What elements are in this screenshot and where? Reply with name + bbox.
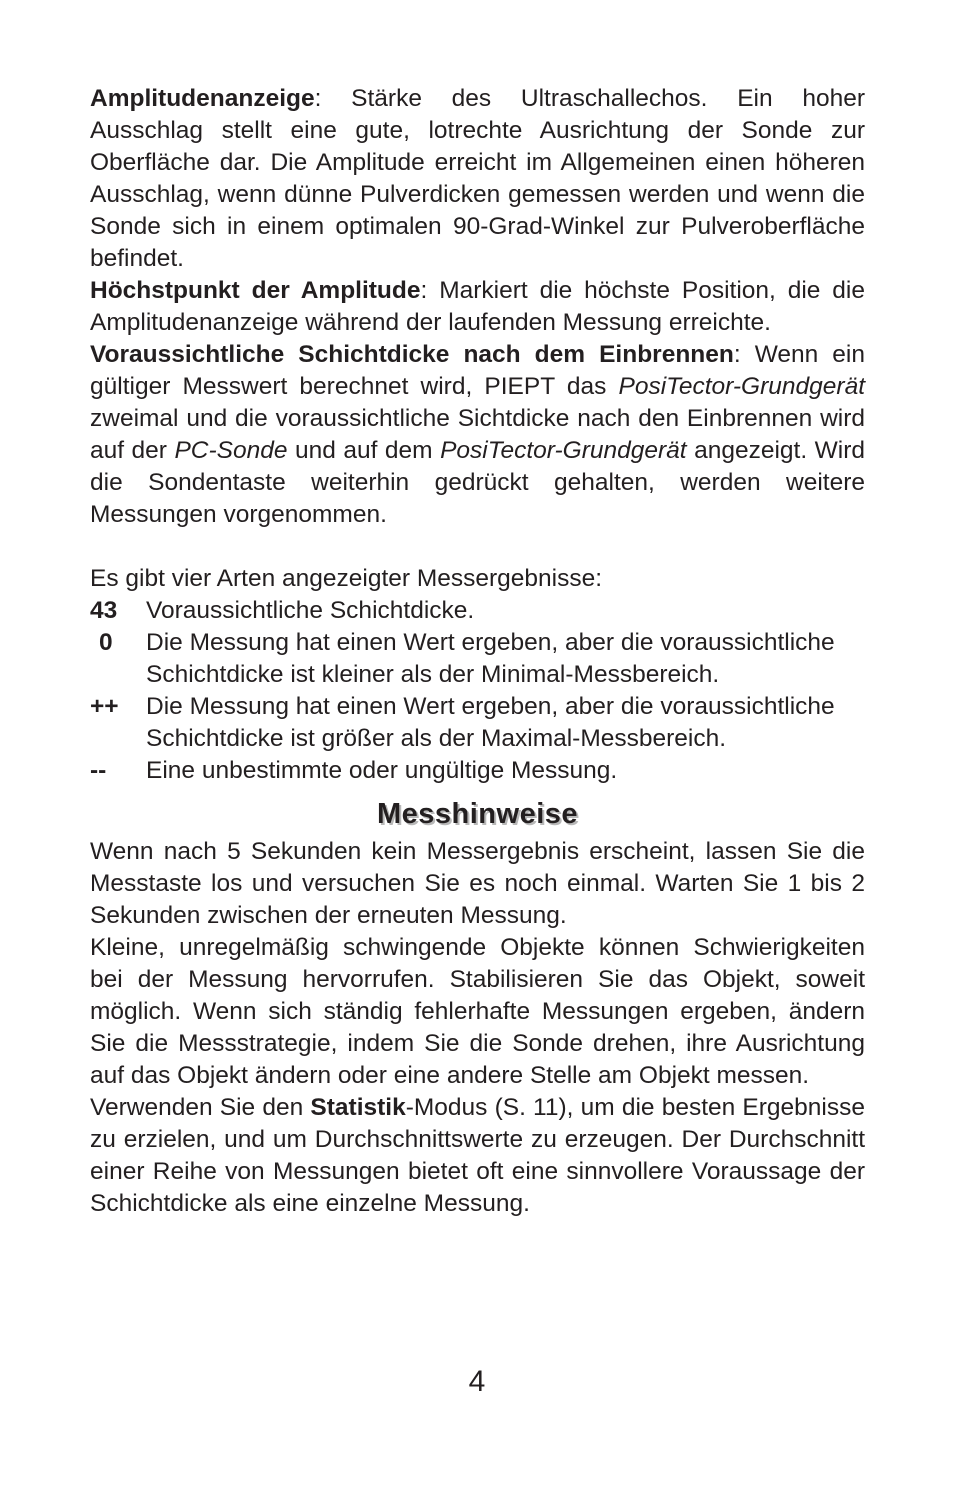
amplitude-peak-paragraph: [90, 275, 865, 339]
amplitude-display-text: : Stärke des Ultraschallechos. Ein hoher Ausschlag stellt eine gute, lotrechte Ausrichtung der Sonde zur Oberfläche dar. Die Amplitude erreicht im Allgemeinen einen höheren Ausschlag, wenn dünne Pulverdicken gemessen werden und wenn die Sonde sich in einem optimalen 90-Grad-Winkel zur Pulveroberfläche befindet.: [90, 85, 865, 272]
tips-paragraph-2: Kleine, unregelmäßig schwingende Objekte können Schwierigkeiten bei der Messung hervorrufen. Stabilisieren Sie das Objekt, soweit möglich. Wenn sich ständig fehlerhafte Messungen ergeben, ändern Sie die Messstrategie, indem Sie die Sonde drehen, ihre Ausrichtung auf das Objekt ändern oder eine andere Stelle am Objekt messen.: [90, 934, 865, 1089]
tips-paragraph-3: [90, 1092, 865, 1220]
device-name-2: PosiTector-Grundgerät: [440, 437, 687, 464]
results-intro: Es gibt vier Arten angezeigter Messergebnisse:: [90, 565, 603, 592]
expected-thickness-paragraph: [90, 339, 865, 531]
page-number: 4: [468, 1365, 486, 1398]
result-text: Die Messung hat einen Wert ergeben, aber die voraussichtliche Schichtdicke ist größer als der Maximal-Messbereich.: [146, 693, 835, 752]
amplitude-peak-text: : Markiert die höchste Position, die die Amplitudenanzeige während der laufenden Messung erreichte.: [90, 277, 865, 336]
term-expected-thickness: Voraussichtliche Schichtdicke nach dem Einbrennen: [90, 341, 734, 368]
expected-thickness-text-c: und auf dem: [287, 437, 441, 464]
expected-thickness-text-d: angezeigt. Wird die Sondentaste weiterhin gedrückt gehalten, werden weitere Messungen vorgenommen.: [90, 437, 865, 528]
result-mark: --: [90, 757, 107, 784]
tips-p3-text-b: -Modus (S. 11), um die besten Ergebnisse zu erzielen, und um Durchschnittswerte zu erzeugen. Der Durchschnitt einer Reihe von Messungen bietet oft eine sinnvollere Voraussage der Schichtdicke als eine einzelne Messung.: [90, 1094, 865, 1217]
result-text: Die Messung hat einen Wert ergeben, aber die voraussichtliche Schichtdicke ist kleiner als der Minimal-Messbereich.: [146, 629, 835, 688]
section-heading: Messhinweise: [376, 798, 579, 830]
result-mark: ++: [90, 693, 119, 720]
amplitude-display-paragraph: [90, 83, 865, 275]
device-name-1: PosiTector-Grundgerät: [618, 373, 865, 400]
term-amplitude-peak: Höchstpunkt der Amplitude: [90, 277, 421, 304]
paragraph-gap: [90, 531, 865, 563]
result-item: [90, 627, 865, 691]
tips-p3-text-a: Verwenden Sie den: [90, 1094, 311, 1121]
result-text: Voraussichtliche Schichtdicke.: [146, 597, 475, 624]
term-amplitude-display: Amplitudenanzeige: [90, 85, 315, 112]
statistics-mode-term: Statistik: [310, 1094, 406, 1121]
result-mark: 0: [99, 629, 113, 656]
result-mark: 43: [90, 597, 118, 624]
tips-paragraph-1: Wenn nach 5 Sekunden kein Messergebnis erscheint, lassen Sie die Messtaste los und versuchen Sie es noch einmal. Warten Sie 1 bis 2 Sekunden zwischen der erneuten Messung.: [90, 838, 865, 929]
result-item: [90, 595, 865, 627]
result-item: [90, 755, 865, 787]
result-text: Eine unbestimmte oder ungültige Messung.: [146, 757, 618, 784]
expected-thickness-text-a: : Wenn ein gültiger Messwert berechnet wird, PIEPT das: [90, 341, 865, 400]
result-item: [90, 691, 865, 755]
probe-name: PC-Sonde: [174, 437, 288, 464]
expected-thickness-text-b: zweimal und die voraussichtliche Sichtdicke nach den Einbrennen wird auf der: [90, 405, 865, 464]
results-list: [90, 595, 865, 787]
page-content: [90, 83, 865, 1220]
